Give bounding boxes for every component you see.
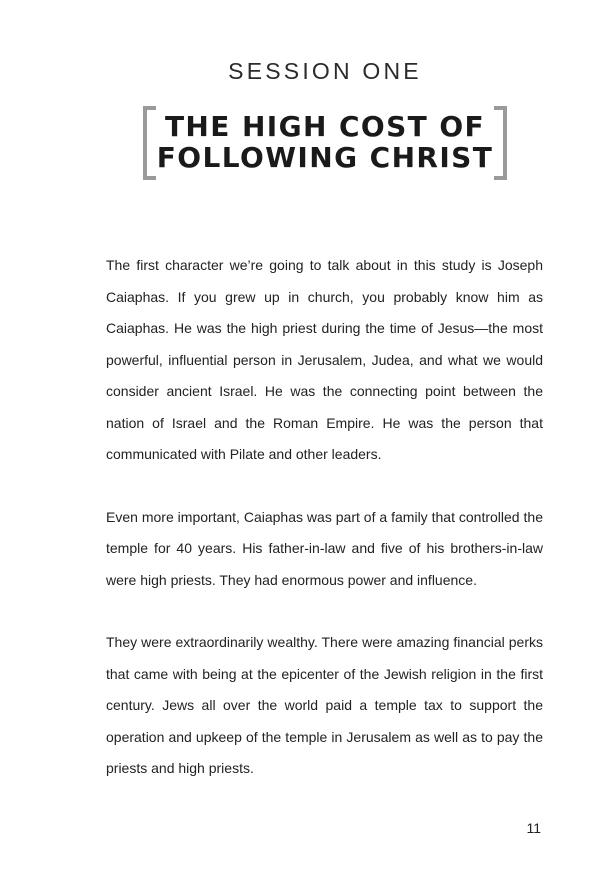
session-label: SESSION ONE bbox=[228, 58, 422, 84]
chapter-title-block bbox=[143, 106, 507, 180]
chapter-title-line-2: FOLLOWING CHRIST bbox=[156, 141, 494, 174]
chapter-title-line-1: THE HIGH COST OF bbox=[164, 110, 486, 143]
paragraph-2: Even more important, Caiaphas was part of a family that controlled the temple for 40 years. His father-in-law and five of his brothers-in-law were high priests. They had enormous power and influence. bbox=[106, 508, 543, 588]
body-text bbox=[106, 250, 543, 816]
page-number: 11 bbox=[526, 820, 541, 836]
paragraph-1: The first character we’re going to talk about in this study is Joseph Caiaphas. If you grew up in church, you probably know him as Caiaphas. He was the high priest during the time of Jesus—the most powerful, influential person in Jerusalem, Judea, and what we would consider ancient Israel. He was the connecting point between the nation of Israel and the Roman Empire. He was the person that communicated with Pilate and other leaders. bbox=[106, 257, 543, 462]
chapter-title bbox=[143, 111, 507, 173]
right-bracket-decoration bbox=[494, 106, 507, 180]
paragraph-3: They were extraordinarily wealthy. There were amazing financial perks that came with being at the epicenter of the Jewish religion in the first century. Jews all over the world paid a temple tax to support the operation and upkeep of the temple in Jerusalem as well as to pay the priests and high priests. bbox=[106, 634, 543, 776]
